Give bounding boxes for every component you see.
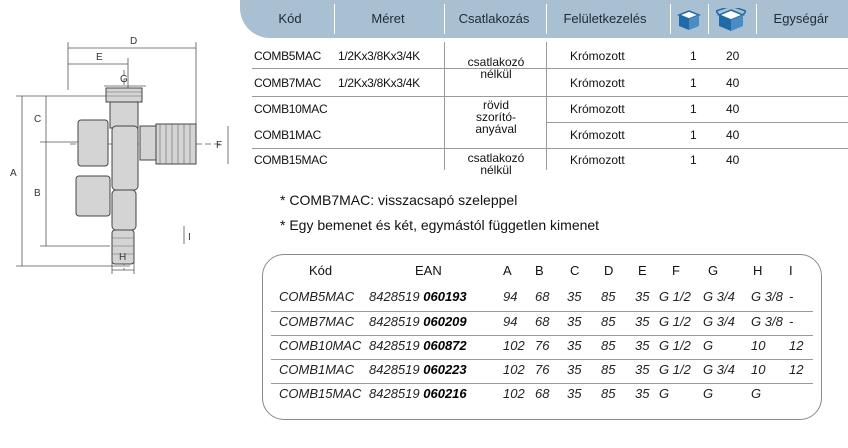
csatlakozas-line: csatlakozó [467, 55, 525, 69]
dim-cell-f: G [659, 386, 670, 401]
ean-prefix: 8428519 [369, 314, 420, 329]
ean-suffix: 060216 [423, 386, 467, 401]
row4-felulet: Krómozott [570, 128, 625, 142]
header-box-single [672, 0, 706, 38]
dim-cell-i: 12 [789, 362, 804, 377]
csatlakozas-group-2 [446, 99, 546, 135]
dim-cell-h: G [751, 386, 762, 401]
row5-q2: 40 [726, 153, 740, 167]
dim-header-b: B [535, 263, 544, 278]
csatlakozas-line: szorító- [475, 110, 516, 124]
dim-cell-c: 35 [567, 289, 582, 304]
row1-meret: 1/2Kx3/8Kx3/4K [338, 49, 420, 63]
dimensions-table [262, 254, 822, 420]
dim-cell-d: 85 [601, 386, 616, 401]
dim-header-a: A [503, 263, 512, 278]
dim-cell-e: 35 [635, 362, 650, 377]
dim-cell-f: G 1/2 [659, 338, 691, 353]
row5-felulet: Krómozott [570, 153, 625, 167]
row3-felulet: Krómozott [570, 102, 625, 116]
dim-label-d: D [130, 36, 138, 47]
row4-q1: 1 [690, 128, 697, 142]
csatlakozas-group-1 [446, 56, 546, 80]
row1-felulet: Krómozott [570, 49, 625, 63]
row2-q1: 1 [690, 76, 697, 90]
row4-q2: 40 [726, 128, 740, 142]
row2-kod: COMB7MAC [254, 76, 321, 90]
dim-header-i: I [789, 263, 793, 278]
dim-cell-f: G 1/2 [659, 362, 691, 377]
dim-cell-d: 85 [601, 338, 616, 353]
dim-cell-c: 35 [567, 314, 582, 329]
header-csatlakozas: Csatlakozás [458, 11, 530, 26]
dim-label-g: G [120, 74, 128, 85]
dim-header-h: H [753, 263, 763, 278]
dim-cell-a: 94 [503, 289, 518, 304]
dim-cell-c: 35 [567, 338, 582, 353]
ean-suffix: 060193 [423, 289, 467, 304]
dim-cell-a: 102 [503, 338, 525, 353]
csatlakozas-line: anyával [475, 122, 517, 136]
dim-cell-d: 85 [601, 289, 616, 304]
box-carton-icon [716, 8, 746, 32]
dim-cell-g: G 3/4 [703, 289, 735, 304]
dim-cell-kod: COMB10MAC [279, 338, 362, 353]
dim-cell-g: G 3/4 [703, 362, 735, 377]
dim-cell-h: G 3/8 [751, 314, 783, 329]
dim-cell-h: G 3/8 [751, 289, 783, 304]
dim-cell-g: G 3/4 [703, 314, 735, 329]
dim-cell-g: G [703, 338, 714, 353]
dim-cell-b: 68 [535, 386, 550, 401]
dim-cell-f: G 1/2 [659, 314, 691, 329]
dim-cell-e: 35 [635, 386, 650, 401]
header-box-carton [710, 0, 752, 38]
ean-suffix: 060209 [423, 314, 467, 329]
dim-cell-d: 85 [601, 362, 616, 377]
dim-cell-ean [369, 386, 467, 401]
row2-felulet: Krómozott [570, 76, 625, 90]
row3-q1: 1 [690, 102, 697, 116]
dim-label-i: I [188, 232, 191, 243]
dim-cell-e: 35 [635, 338, 650, 353]
header-feluletkezeles: Felületkezelés [563, 11, 647, 26]
dim-cell-i: 12 [789, 338, 804, 353]
dim-header-e: E [638, 263, 647, 278]
note-outputs: * Egy bemenet és két, egymástól független kimenet [280, 217, 600, 233]
dim-cell-kod: COMB5MAC [279, 289, 355, 304]
csatlakozas-group-3 [446, 152, 546, 176]
dim-cell-f: G 1/2 [659, 289, 691, 304]
header-kod: Kód [278, 11, 302, 26]
dim-cell-kod: COMB7MAC [279, 314, 355, 329]
ean-prefix: 8428519 [369, 386, 420, 401]
dim-cell-ean [369, 289, 467, 304]
row2-q2: 40 [726, 76, 740, 90]
dim-label-b: B [34, 188, 41, 199]
dim-cell-ean [369, 362, 467, 377]
dim-cell-h: 10 [751, 338, 766, 353]
dim-label-h: H [119, 252, 127, 263]
dim-header-f: F [672, 263, 680, 278]
dim-cell-c: 35 [567, 386, 582, 401]
ean-suffix: 060872 [423, 338, 467, 353]
dim-cell-ean [369, 314, 467, 329]
product-table-header [240, 0, 848, 38]
dim-label-e: E [96, 52, 103, 63]
dim-cell-h: 10 [751, 362, 766, 377]
dim-cell-i: - [789, 314, 794, 329]
technical-drawing [0, 30, 232, 280]
row1-q1: 1 [690, 49, 697, 63]
dim-cell-e: 35 [635, 314, 650, 329]
dim-cell-i: - [789, 289, 794, 304]
row5-kod: COMB15MAC [254, 153, 328, 167]
ean-prefix: 8428519 [369, 362, 420, 377]
ean-suffix: 060223 [423, 362, 467, 377]
row1-q2: 20 [726, 49, 740, 63]
note-check-valve: * COMB7MAC: visszacsapó szeleppel [280, 192, 518, 208]
row2-meret: 1/2Kx3/8Kx3/4K [338, 76, 420, 90]
dim-cell-a: 102 [503, 362, 525, 377]
ean-prefix: 8428519 [369, 338, 420, 353]
dim-cell-kod: COMB15MAC [279, 386, 362, 401]
dim-label-a: A [10, 168, 17, 179]
row1-kod: COMB5MAC [254, 49, 321, 63]
csatlakozas-line: nélkül [480, 163, 512, 177]
row4-kod: COMB1MAC [254, 128, 321, 142]
dim-cell-d: 85 [601, 314, 616, 329]
header-meret: Méret [371, 11, 405, 26]
dim-cell-b: 76 [535, 338, 550, 353]
csatlakozas-line: nélkül [480, 67, 512, 81]
dim-header-ean: EAN [415, 263, 442, 278]
row3-kod: COMB10MAC [254, 102, 328, 116]
dim-cell-a: 94 [503, 314, 518, 329]
dim-cell-e: 35 [635, 289, 650, 304]
dim-cell-b: 68 [535, 314, 550, 329]
dim-cell-ean [369, 338, 467, 353]
row5-q1: 1 [690, 153, 697, 167]
box-single-icon [677, 9, 701, 31]
dim-cell-b: 76 [535, 362, 550, 377]
dim-header-kod: Kód [309, 263, 333, 278]
csatlakozas-line: csatlakozó [467, 151, 525, 165]
dim-cell-b: 68 [535, 289, 550, 304]
dim-header-g: G [708, 263, 719, 278]
dim-cell-c: 35 [567, 362, 582, 377]
dim-label-c: C [34, 114, 42, 125]
csatlakozas-line: rövid [482, 98, 509, 112]
ean-prefix: 8428519 [369, 289, 420, 304]
row3-q2: 40 [726, 102, 740, 116]
dim-cell-a: 102 [503, 386, 525, 401]
dim-header-d: D [604, 263, 614, 278]
header-egysegar: Egységár [773, 11, 829, 26]
dim-cell-kod: COMB1MAC [279, 362, 355, 377]
dim-cell-g: G [703, 386, 714, 401]
dim-label-f: F [216, 140, 223, 151]
dim-header-c: C [570, 263, 580, 278]
